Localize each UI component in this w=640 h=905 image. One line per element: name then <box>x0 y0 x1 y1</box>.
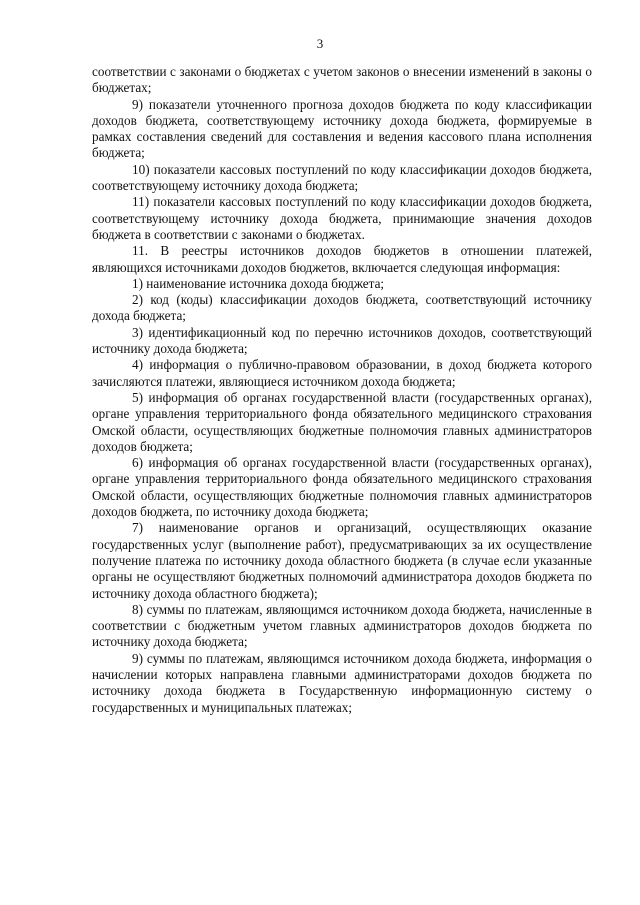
paragraph-item-10: 10) показатели кассовых поступлений по коду классификации доходов бюджета, соответствующему источнику дохода бюджета; <box>92 161 592 194</box>
page-number: 3 <box>316 36 324 51</box>
paragraph-list-item-8: 8) суммы по платежам, являющимся источником дохода бюджета, начисленные в соответствии с бюджетным учетом главных администраторов доходов бюджета по источнику дохода бюджета; <box>92 601 592 650</box>
paragraph-list-item-5: 5) информация об органах государственной власти (государственных органах), органе управления территориального фонда обязательного медицинского страхования Омской области, осуществляющих бюджетные полномочия главных администраторов доходов бюджета; <box>92 389 592 454</box>
paragraph-item-9: 9) показатели уточненного прогноза доходов бюджета по коду классификации доходов бюджета, соответствующему источнику дохода бюджета, формируемые в рамках составления сведений для составления и ведения кассового плана исполнения бюджета; <box>92 96 592 161</box>
paragraph-list-item-7: 7) наименование органов и организаций, осуществляющих оказание государственных услуг (выполнение работ), предусматривающих за их осуществление получение платежа по источнику дохода областного бюджета (в случае если указанные органы не осуществляют бюджетных полномочий администратора доходов бюджета по источнику дохода областного бюджета); <box>92 520 592 601</box>
paragraph-item-11: 11) показатели кассовых поступлений по коду классификации доходов бюджета, соответствующему источнику дохода бюджета, принимающие значения доходов бюджета в соответствии с законами о бюджетах. <box>92 194 592 242</box>
document-body <box>92 64 592 716</box>
paragraph-section-11: 11. В реестры источников доходов бюджетов в отношении платежей, являющихся источниками доходов бюджетов, включается следующая информация: <box>92 243 592 275</box>
paragraph-list-item-2: 2) код (коды) классификации доходов бюджета, соответствующий источнику дохода бюджета; <box>92 292 592 324</box>
paragraph-continuation: соответствии с законами о бюджетах с учетом законов о внесении изменений в законы о бюджетах; <box>92 64 592 96</box>
paragraph-list-item-1: 1) наименование источника дохода бюджета; <box>132 275 385 291</box>
paragraph-list-item-9: 9) суммы по платежам, являющимся источником дохода бюджета, информация о начислении которых направлена главными администраторами доходов бюджета по источнику дохода бюджета в Государственную информационную систему о государственных и муниципальных платежах; <box>92 650 592 715</box>
paragraph-list-item-3: 3) идентификационный код по перечню источников доходов, соответствующий источнику дохода бюджета; <box>92 324 592 357</box>
paragraph-list-item-6: 6) информация об органах государственной власти (государственных органах), органе управления территориального фонда обязательного медицинского страхования Омской области, осуществляющих бюджетные полномочия главных администраторов доходов бюджета, по источнику дохода бюджета; <box>92 455 592 520</box>
paragraph-list-item-4: 4) информация о публично-правовом образовании, в доход бюджета которого зачисляются платежи, являющиеся источником дохода бюджета; <box>92 357 592 389</box>
